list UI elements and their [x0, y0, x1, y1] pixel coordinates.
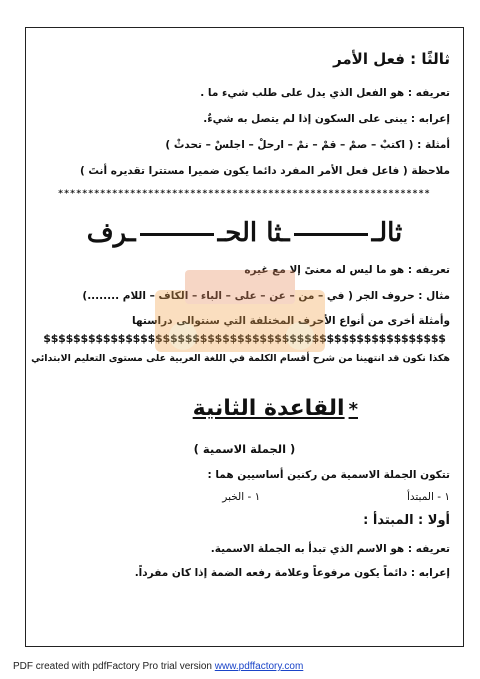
particle-title-part2: ـثا الحـ — [217, 218, 290, 248]
particle-title — [31, 218, 458, 248]
document-page — [31, 34, 458, 642]
separator-dollars: $$$$$$$$$$$$$$$$$$$$$$$$$$$$$$$$$$$$$$$$$$$$$$$$$$$$$$ — [43, 332, 446, 345]
imperative-heading: ثالثًا : فعل الأمر — [333, 50, 450, 68]
item-predicate: ١ - الخبر — [222, 491, 261, 503]
parsing-text: دائماً يكون مرفوعاً وعلامة رفعه الضمة إذا كان مفرداً. — [134, 567, 408, 579]
particle-example — [39, 289, 450, 303]
parsing-label: إعرابه : — [410, 113, 450, 125]
separator-stars: ************************************************************** — [58, 189, 431, 199]
imperative-definition — [39, 86, 450, 100]
imperative-note — [39, 164, 450, 178]
definition-label: تعريفه : — [407, 543, 450, 555]
parsing-label: إعرابه : — [410, 567, 450, 579]
star-bullet: * — [348, 399, 358, 420]
pdf-footer — [13, 661, 303, 672]
note-text: فاعل فعل الأمر المفرد دائما يكون ضميرا مستترا تقديره أنتَ ) — [79, 165, 400, 177]
rule2-title — [193, 396, 358, 421]
rule2-title-text: القاعدة الثانية — [192, 396, 345, 421]
footer-text: PDF created with pdfFactory Pro trial version — [13, 661, 212, 672]
rule2-intro: تتكون الجملة الاسمية من ركنين أساسيين هما : — [207, 469, 450, 481]
rule2-first-heading: أولا : المبتدأ : — [363, 513, 450, 528]
particle-more-examples: وأمثلة أخرى من أنواع الأحرف المختلفة التي سنتوالى دراستها — [132, 315, 450, 327]
particle-definition — [39, 263, 450, 277]
rule2-parsing — [39, 566, 450, 580]
parsing-text: يبنى على السكون إذا لم يتصل به شيءٌ. — [203, 113, 408, 125]
rule2-subtitle: ( الجملة الاسمية ) — [193, 442, 296, 456]
examples-text: ( اكتبْ – صمْ – قمْ – نمْ – ارحلْ – اجلسْ – تحدثْ ) — [165, 139, 414, 151]
definition-label: تعريفه : — [407, 87, 450, 99]
examples-label: أمثلة : — [417, 139, 450, 151]
example-label: مثال : — [418, 290, 450, 302]
title-stretch — [140, 233, 214, 236]
rule2-definition — [39, 542, 450, 556]
note-label: ملاحظة ( — [402, 165, 450, 177]
particle-conclusion: هكذا نكون قد انتهينا من شرح أقسام الكلمة في اللغة العربية على مستوى التعليم الابتدائي — [31, 353, 450, 364]
item-subject: ١ - المبتدأ — [406, 491, 450, 503]
definition-label: تعريفه : — [407, 264, 450, 276]
footer-link[interactable]: www.pdffactory.com — [214, 661, 304, 672]
imperative-parsing — [39, 112, 450, 126]
example-text: حروف الجر ( في – من – عن – على – الباء – الكاف – اللام ........) — [82, 290, 415, 302]
particle-title-part3: ـرف — [86, 218, 136, 248]
definition-text: هو الاسم الذي تبدأ به الجملة الاسمية. — [210, 543, 405, 555]
definition-text: هو ما ليس له معنىً إلا مع غيره — [244, 264, 405, 276]
rule2-items — [39, 490, 450, 504]
imperative-examples — [39, 138, 450, 152]
title-stretch — [294, 233, 368, 236]
particle-title-part1: ثالـ — [371, 218, 403, 248]
definition-text: هو الفعل الذي يدل على طلب شيء ما . — [200, 87, 405, 99]
